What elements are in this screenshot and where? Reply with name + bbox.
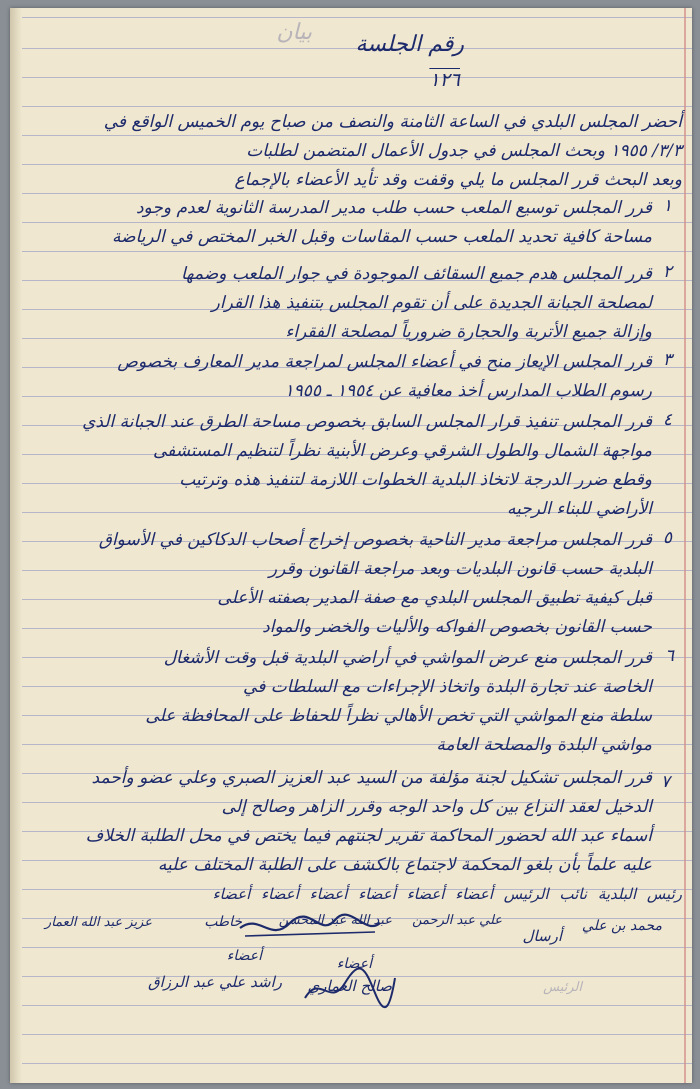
- signature-name: علي عبد الرحمن: [412, 913, 502, 928]
- notebook-page: [10, 8, 692, 1083]
- page-binding-shadow: [10, 8, 22, 1083]
- item-4-line: مواجهة الشمال والطول الشرقي وعرض الأبنية نظراً لتنظيم المستشفى: [152, 441, 652, 461]
- item-1-number: ١: [662, 196, 672, 216]
- item-5-line: البلدية حسب قانون البلديات وبعد مراجعة القانون وقرر: [268, 559, 652, 579]
- signature-title: أعضاء: [455, 885, 493, 903]
- item-6-line: سلطة منع المواشي التي تخص الأهالي نظراً للحفاظ على المحافظة على: [145, 706, 652, 726]
- item-3-line: رسوم الطلاب المدارس أخذ معافية عن ١٩٥٤ ـ ١٩٥٥: [284, 381, 652, 401]
- item-4-line: وقطع ضرر الدرجة لاتخاذ البلدية الخطوات اللازمة لتنفيذ هذه وترتيب: [179, 470, 652, 490]
- signature-name: عزيز عبد الله العمار: [44, 915, 152, 930]
- signature-title: أعضاء: [212, 885, 251, 903]
- margin-rule: [684, 8, 686, 1083]
- item-7-line: أسماء عبد الله لحضور المحاكمة تقرير لجنتهم فيما يختص في محل الطلبة الخلاف: [85, 826, 652, 846]
- intro-line-2: ٣/٣/ ١٩٥٥ وبحث المجلس في جدول الأعمال المتضمن لطلبات: [246, 141, 682, 161]
- item-7-line: الدخيل لعقد النزاع بين كل واحد الوجه وقرر الزاهر وصالح إلى: [221, 797, 652, 817]
- item-2-line: لمصلحة الجبانة الجديدة على أن تقوم المجلس بتنفيذ هذا القرار: [211, 293, 652, 313]
- item-3-line: قرر المجلس الإيعاز منح في أعضاء المجلس لمراجعة مدير المعارف بخصوص: [117, 352, 652, 372]
- handwritten-signature: [300, 963, 400, 1013]
- item-1-line: مساحة كافية تحديد الملعب حسب المقاسات وقبل الخبر المختص في الرياضة: [111, 227, 652, 247]
- session-title: رقم الجلسة: [355, 32, 464, 57]
- signature-title: أعضاء: [226, 948, 262, 964]
- item-2-line: وإزالة جميع الأتربة والحجارة ضرورياً لمصلحة الفقراء: [285, 322, 652, 342]
- signature-title: أعضاء: [406, 885, 445, 903]
- item-3-number: ٣: [662, 350, 672, 370]
- signature-title-row: [213, 880, 682, 909]
- item-6-number: ٦: [664, 646, 674, 666]
- signature-title: أعضاء: [358, 885, 396, 903]
- item-4-line: الأراضي للبناء الرجيه: [506, 499, 652, 519]
- intro-line-1: أحضر المجلس البلدي في الساعة الثامنة والنصف من صباح يوم الخميس الواقع في: [103, 112, 682, 132]
- item-4-number: ٤: [662, 410, 672, 430]
- item-1-line: قرر المجلس توسيع الملعب حسب طلب مدير المدرسة الثانوية لعدم وجود: [135, 198, 652, 218]
- session-number: ١٢٦: [429, 69, 460, 91]
- item-5-line: قرر المجلس مراجعة مدير الناحية بخصوص إخراج أصحاب الدكاكين في الأسواق: [98, 530, 652, 550]
- item-5-number: ٥: [662, 528, 672, 548]
- signature-name: محمد بن علي: [581, 918, 662, 934]
- signature-title: أعضاء: [309, 885, 348, 903]
- signature-name: راشد علي عبد الرزاق: [148, 973, 282, 991]
- signature-title: أعضاء: [336, 956, 372, 972]
- signature-name: صالح العماري: [307, 977, 392, 995]
- item-7-line: عليه علماً بأن بلغو المحكمة لاجتماع بالكشف على الطلبة المختلف عليه: [157, 855, 652, 875]
- signature-name: عبد الله عبد المحسن: [278, 913, 392, 928]
- item-2-number: ٢: [662, 262, 672, 282]
- signature-title: رئيس البلدية: [597, 885, 682, 903]
- item-5-line: قبل كيفية تطبيق المجلس البلدي مع صفة المدير بصفته الأعلى: [217, 588, 652, 608]
- faint-stamp-text: الرئيس: [543, 980, 582, 995]
- item-7-number: ٧: [660, 772, 670, 792]
- item-6-line: مواشي البلدة والمصلحة العامة: [436, 735, 652, 755]
- item-6-line: قرر المجلس منع عرض المواشي في أراضي البلدية قبل وقت الأشغال: [163, 648, 652, 668]
- signature-title: نائب الرئيس: [503, 885, 588, 903]
- bleed-through-text: بيان: [276, 20, 312, 45]
- intro-line-3: وبعد البحث قرر المجلس ما يلي وقفت وقد تأيد الأعضاء بالإجماع: [234, 170, 682, 190]
- item-6-line: الخاصة عند تجارة البلدة واتخاذ الإجراءات مع السلطات في: [243, 677, 652, 697]
- item-4-line: قرر المجلس تنفيذ قرار المجلس السابق بخصوص مساحة الطرق عند الجبانة الذي: [82, 412, 652, 432]
- signature-title: أعضاء: [261, 885, 299, 903]
- item-2-line: قرر المجلس هدم جميع السقائف الموجودة في جوار الملعب وضمها: [180, 264, 652, 284]
- signature-name: خاطب: [204, 914, 242, 930]
- item-5-line: حسب القانون بخصوص الفواكه والأليات والخضر والمواد: [262, 617, 652, 637]
- signature-name: أرسال: [522, 927, 562, 945]
- item-7-line: قرر المجلس تشكيل لجنة مؤلفة من السيد عبد العزيز الصبري وعلي عضو وأحمد: [91, 768, 652, 788]
